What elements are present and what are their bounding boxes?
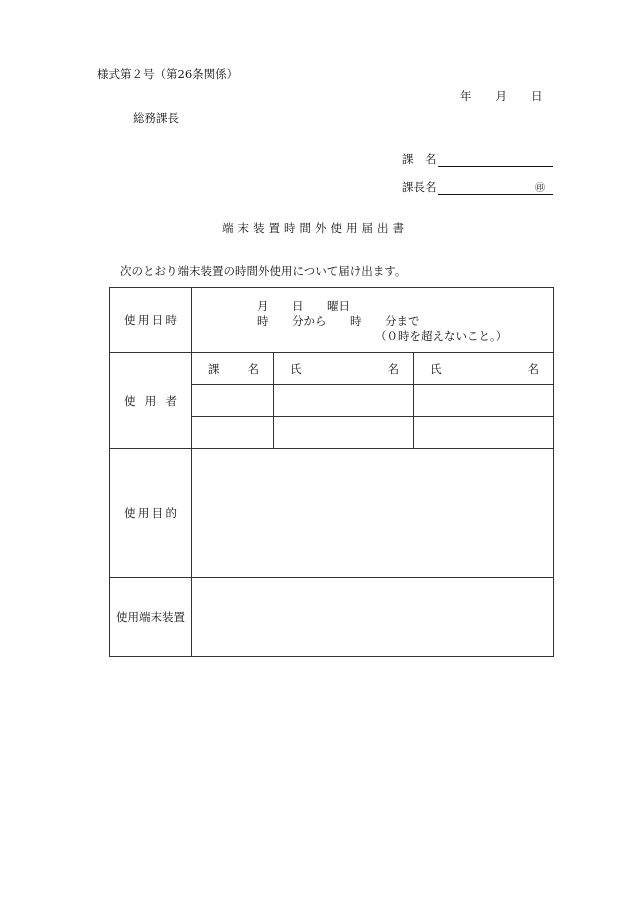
- dt-month: 月: [257, 299, 269, 313]
- dt-min-from: 分から: [292, 314, 327, 328]
- user-division-cell[interactable]: [192, 417, 274, 449]
- terminal-label: 使用端末装置: [110, 578, 192, 657]
- dt-hour-from: 時: [257, 314, 269, 328]
- purpose-label: 使 用 目 的: [124, 506, 177, 520]
- datetime-label-cell: [110, 288, 192, 353]
- division-field[interactable]: [438, 153, 553, 167]
- form-number: 様式第２号（第26条関係）: [97, 67, 239, 81]
- user-name1-cell[interactable]: [274, 385, 414, 417]
- user-name2-cell[interactable]: [414, 417, 554, 449]
- purpose-label-cell: [110, 449, 192, 578]
- dt-hour-to: 時: [350, 314, 362, 328]
- division-label: 課 名: [402, 152, 437, 166]
- dt-min-to: 分まで: [385, 314, 420, 328]
- addressee: 総務課長: [133, 111, 179, 125]
- purpose-field[interactable]: [192, 449, 554, 578]
- manager-row: [402, 179, 553, 195]
- datetime-field[interactable]: [192, 288, 554, 353]
- terminal-field[interactable]: [192, 578, 554, 657]
- user-name1-header: 氏 名: [274, 353, 414, 385]
- user-label: 使 用 者: [124, 393, 177, 408]
- datetime-label: 使 用 日 時: [124, 313, 177, 327]
- date-year: 年: [460, 89, 472, 103]
- manager-field[interactable]: [438, 181, 553, 195]
- dt-day: 日: [292, 299, 304, 313]
- document-title: 端末装置時間外使用届出書: [222, 221, 408, 235]
- date-day: 日: [531, 89, 543, 103]
- dt-weekday: 曜日: [327, 299, 350, 313]
- user-name1-cell[interactable]: [274, 417, 414, 449]
- date-month: 月: [495, 89, 507, 103]
- seal-icon: ㊞: [535, 183, 545, 194]
- intro-text: 次のとおり端末装置の時間外使用について届け出ます。: [120, 264, 407, 278]
- user-label-cell: [110, 353, 192, 449]
- manager-label: 課長名: [402, 180, 437, 194]
- submission-date: [460, 88, 543, 104]
- user-division-header: 課 名: [192, 353, 274, 385]
- user-name2-cell[interactable]: [414, 385, 554, 417]
- division-row: [402, 151, 553, 167]
- request-form-table: [109, 287, 554, 657]
- user-division-cell[interactable]: [192, 385, 274, 417]
- dt-note: （０時を超えないこと。）: [375, 329, 508, 343]
- user-name2-header: 氏 名: [414, 353, 554, 385]
